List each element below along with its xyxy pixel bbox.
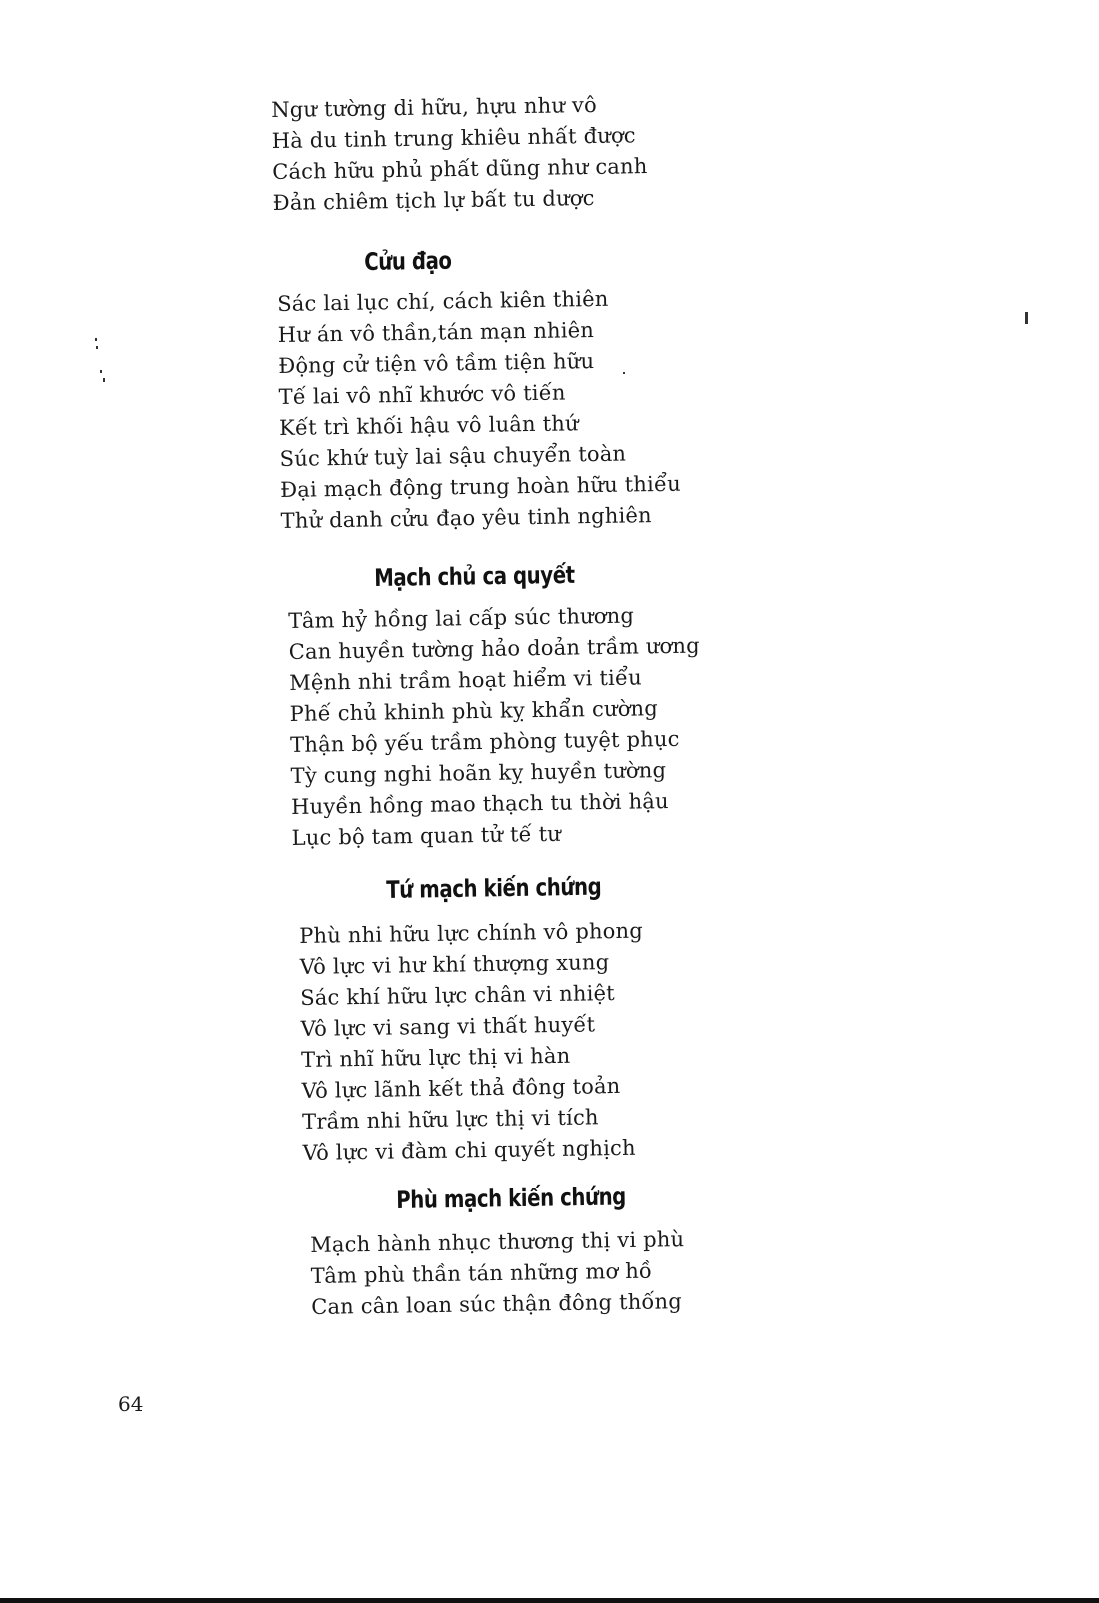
verse-line: Súc khứ tuỳ lai sậu chuyển toàn: [279, 441, 627, 471]
verse-line: Can huyền tường hảo doản trầm ương: [288, 633, 700, 664]
scan-speck: [623, 372, 625, 374]
verse-line: Lục bộ tam quan tử tế tư: [291, 821, 562, 850]
verse-line: Hà du tinh trung khiêu nhất được: [271, 123, 636, 153]
verse-line: Vô lực lãnh kết thả đông toản: [301, 1073, 621, 1103]
page-number: 64: [118, 1392, 144, 1416]
verse-block-cuu-dao: [277, 283, 682, 537]
section-heading-mach-chu-ca-quyet: Mạch chủ ca quyết: [374, 560, 575, 592]
scan-speck: [96, 346, 98, 349]
section-heading-cuu-dao: Cửu đạo: [364, 246, 452, 276]
verse-line: Sác lai lục chí, cách kiên thiên: [277, 286, 609, 316]
verse-line: Phế chủ khinh phù kỵ khẩn cường: [289, 696, 659, 726]
verse-block-tu-mach-kien-chung: [299, 916, 647, 1169]
verse-line: Vô lực vi hư khí thượng xung: [299, 950, 610, 979]
verse-line: Thử danh cửu đạo yêu tinh nghiên: [280, 503, 652, 533]
verse-line: Trì nhĩ hữu lực thị vi hàn: [300, 1043, 571, 1072]
verse-line: Ngư tường di hữu, hựu như vô: [271, 92, 598, 122]
verse-line: Tâm hỷ hồng lai cấp súc thương: [288, 603, 635, 633]
verse-line: Huyền hồng mao thạch tu thời hậu: [290, 789, 669, 819]
verse-line: Tỳ cung nghi hoãn kỵ huyền tường: [290, 758, 667, 788]
scan-speck: [95, 338, 97, 341]
verse-line: Vô lực vi đàm chi quyết nghịch: [302, 1135, 636, 1165]
verse-line: Mệnh nhi trầm hoạt hiểm vi tiểu: [289, 665, 642, 695]
verse-line: Hư án vô thần,tán mạn nhiên: [277, 318, 595, 347]
verse-line: Sác khí hữu lực chân vi nhiệt: [300, 981, 615, 1010]
verse-line: Động cử tiện vô tầm tiện hữu: [278, 349, 595, 378]
verse-line: Đại mạch động trung hoàn hữu thiểu: [279, 471, 681, 502]
verse-line: Can cân loan súc thận đông thống: [311, 1289, 683, 1319]
verse-line: Đản chiêm tịch lự bất tu dược: [272, 185, 595, 215]
verse-block-phu-mach-kien-chung: [310, 1224, 685, 1323]
verse-line: Tâm phù thần tán những mơ hồ: [310, 1258, 653, 1288]
verse-line: Thận bộ yếu trầm phòng tuyệt phục: [289, 726, 680, 757]
verse-line: Phù nhi hữu lực chính vô phong: [299, 918, 644, 948]
verse-block-mach-chu-ca-quyet: [288, 600, 703, 854]
scan-bottom-edge: [0, 1598, 1099, 1603]
verse-line: Tế lai vô nhĩ khước vô tiến: [278, 380, 566, 409]
verse-line: Mạch hành nhục thương thị vi phù: [310, 1227, 685, 1257]
verse-block-opening: [271, 89, 648, 219]
verse-line: Trầm nhi hữu lực thị vi tích: [301, 1105, 599, 1134]
section-heading-phu-mach-kien-chung: Phù mạch kiến chứng: [396, 1182, 627, 1214]
verse-line: Cách hữu phủ phất dũng như canh: [272, 154, 648, 184]
section-heading-tu-mach-kien-chung: Tứ mạch kiến chứng: [386, 872, 602, 904]
verse-line: Kết trì khối hậu vô luân thứ: [278, 411, 579, 440]
scan-speck: [1025, 312, 1028, 324]
scan-speck: [103, 378, 105, 382]
verse-line: Vô lực vi sang vi thất huyết: [300, 1012, 596, 1041]
scan-speck: [100, 370, 102, 373]
